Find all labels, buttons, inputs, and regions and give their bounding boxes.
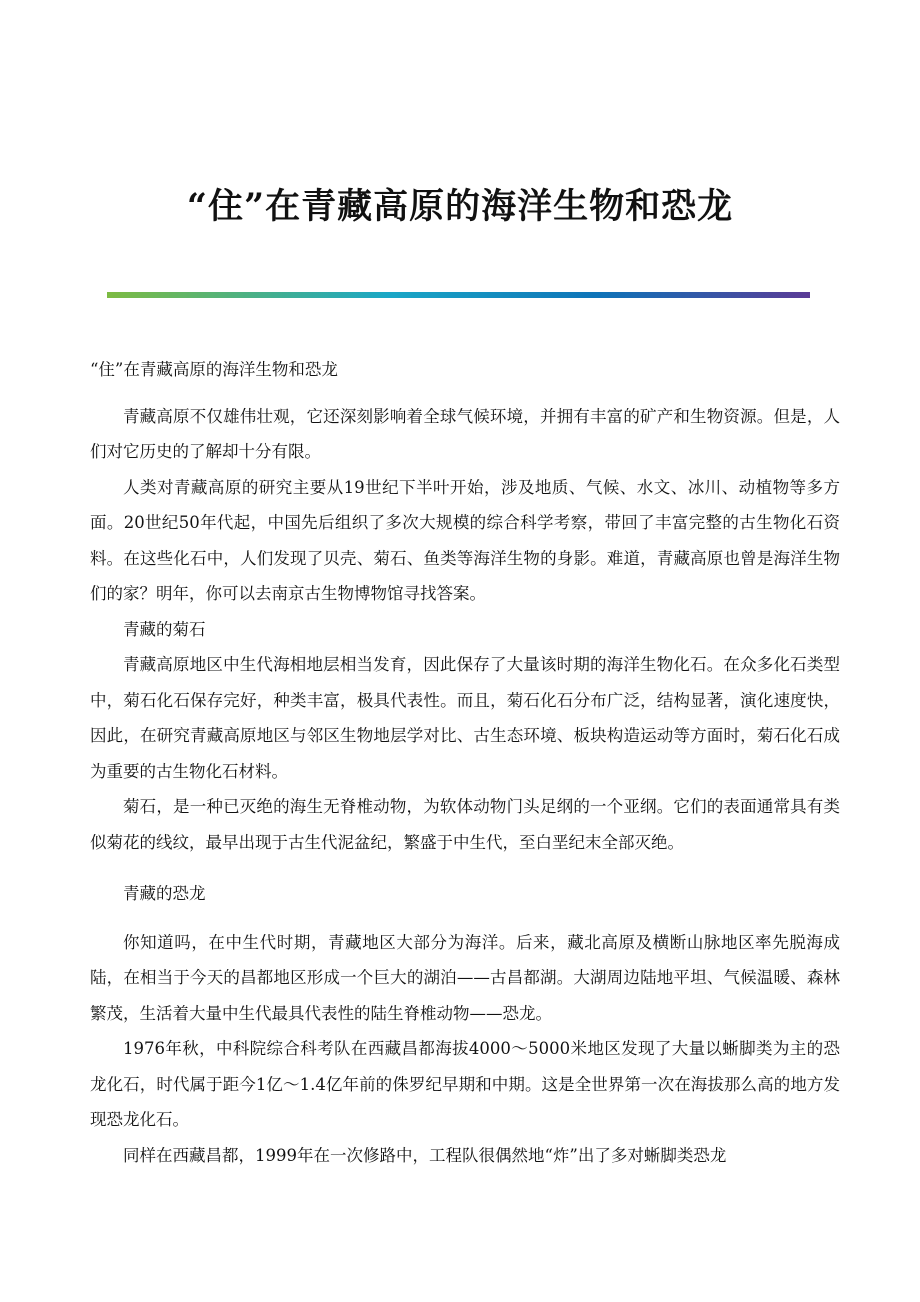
ammonites-paragraph-2: 菊石，是一种已灭绝的海生无脊椎动物，为软体动物门头足纲的一个亚纲。它们的表面通常具有类似菊花的线纹，最早出现于古生代泥盆纪，繁盛于中生代，至白垩纪末全部灭绝。 — [90, 797, 840, 852]
section-heading-ammonites: 青藏的菊石 — [123, 619, 206, 639]
document-subtitle: “住”在青藏高原的海洋生物和恐龙 — [90, 360, 338, 379]
document-body — [90, 352, 840, 1173]
title-divider — [107, 292, 810, 298]
intro-paragraph-2: 人类对青藏高原的研究主要从19世纪下半叶开始，涉及地质、气候、水文、冰川、动植物等多方面。20世纪50年代起，中国先后组织了多次大规模的综合科学考察，带回了丰富完整的古生物化石资料。在这些化石中，人们发现了贝壳、菊石、鱼类等海洋生物的身影。难道，青藏高原也曾是海洋生物们的家？明年，你可以去南京古生物博物馆寻找答案。 — [90, 477, 840, 603]
document-title: “住”在青藏高原的海洋生物和恐龙 — [186, 186, 734, 227]
ammonites-paragraph-1: 青藏高原地区中生代海相地层相当发育，因此保存了大量该时期的海洋生物化石。在众多化石类型中，菊石化石保存完好，种类丰富，极具代表性。而且，菊石化石分布广泛，结构显著，演化速度快，因此，在研究青藏高原地区与邻区生物地层学对比、古生态环境、板块构造运动等方面时，菊石化石成为重要的古生物化石材料。 — [90, 655, 840, 781]
section-heading-dinosaurs: 青藏的恐龙 — [123, 884, 206, 903]
intro-paragraph-1: 青藏高原不仅雄伟壮观，它还深刻影响着全球气候环境，并拥有丰富的矿产和生物资源。但是，人们对它历史的了解却十分有限。 — [90, 406, 840, 461]
dinosaurs-paragraph-3: 同样在西藏昌都，1999年在一次修路中，工程队很偶然地“炸”出了多对蜥脚类恐龙 — [123, 1145, 727, 1165]
dinosaurs-paragraph-2: 1976年秋，中科院综合科考队在西藏昌都海拔4000～5000米地区发现了大量以蜥脚类为主的恐龙化石，时代属于距今1亿～1.4亿年前的侏罗纪早期和中期。这是全世界第一次在海拔那么高的地方发现恐龙化石。 — [90, 1039, 840, 1129]
dinosaurs-paragraph-1: 你知道吗，在中生代时期，青藏地区大部分为海洋。后来，藏北高原及横断山脉地区率先脱海成陆，在相当于今天的昌都地区形成一个巨大的湖泊——古昌都湖。大湖周边陆地平坦、气候温暖、森林繁茂，生活着大量中生代最具代表性的陆生脊椎动物——恐龙。 — [90, 932, 840, 1023]
